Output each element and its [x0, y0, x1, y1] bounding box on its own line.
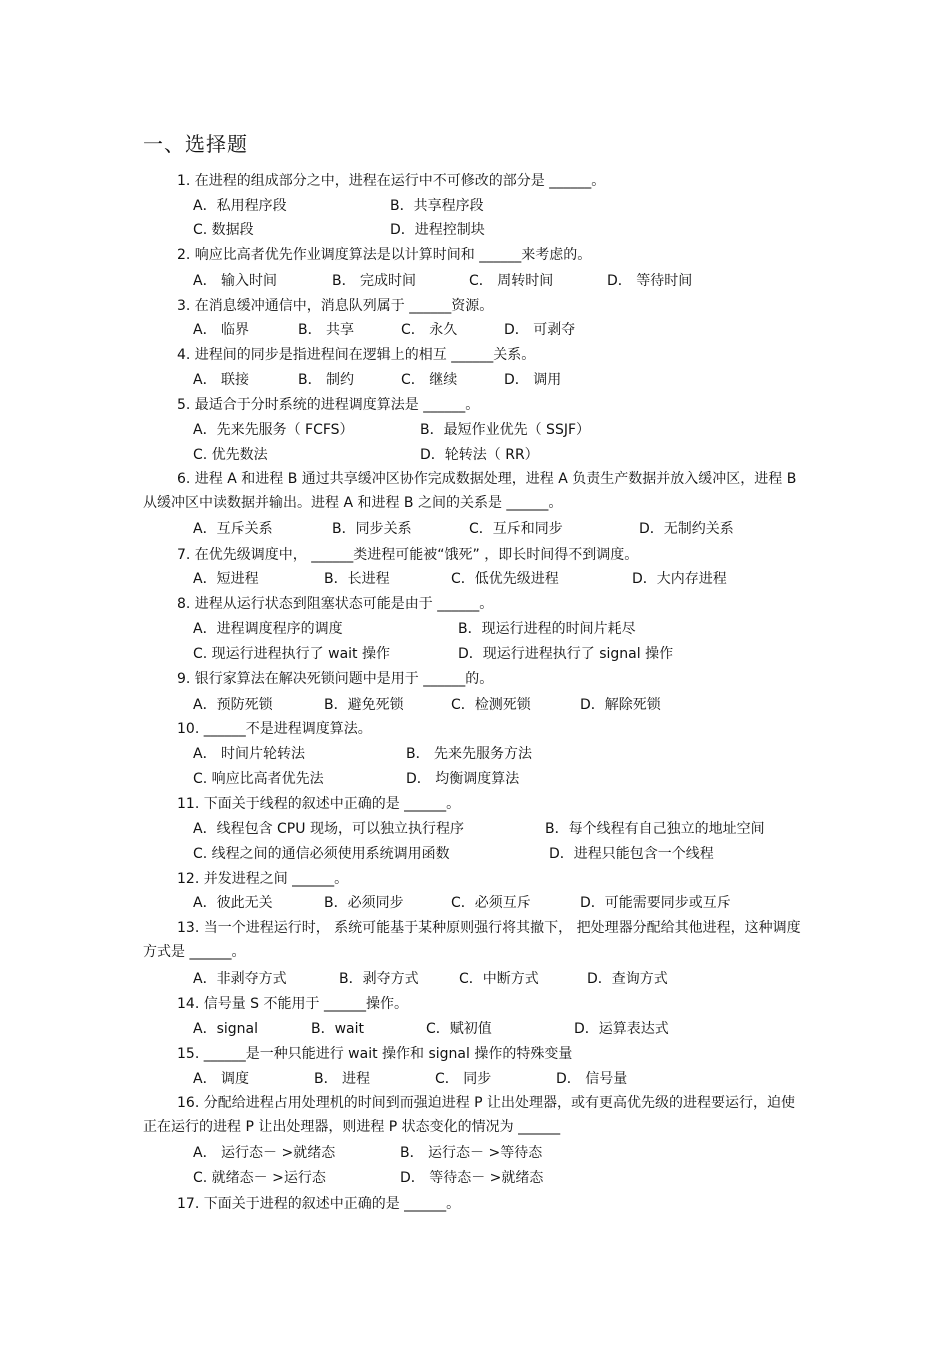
option-b: B．必须同步	[324, 895, 404, 911]
option-a: A．先来先服务（ FCFS）	[193, 422, 354, 438]
option-c: C． 永久	[401, 322, 458, 338]
question-5: 5. 最适合于分时系统的进程调度算法是 ______。	[177, 397, 480, 413]
option-d: D．查询方式	[587, 971, 668, 987]
option-b: B．共享程序段	[390, 198, 484, 214]
option-c: C．必须互斥	[451, 895, 531, 911]
option-c: C． 继续	[401, 372, 458, 388]
option-c: C. 现运行进程执行了 wait 操作	[193, 646, 390, 662]
option-d: D．大内存进程	[632, 571, 727, 587]
question-7: 7. 在优先级调度中， ______类进程可能被“饿死” ，即长时间得不到调度。	[177, 547, 639, 563]
option-b: B．最短作业优先（ SSJF）	[420, 422, 591, 438]
question-10: 10. ______不是进程调度算法。	[177, 721, 372, 737]
question-17: 17. 下面关于进程的叙述中正确的是 ______。	[177, 1196, 461, 1212]
option-c: C. 响应比高者优先法	[193, 771, 324, 787]
question-6: 6. 进程 A 和进程 B 通过共享缓冲区协作完成数据处理，进程 A 负责生产数据并放入缓冲区，进程 B 从缓冲区中读数据并输出。进程 A 和进程 B 之间的关系是 ______。	[143, 471, 797, 511]
option-a: A．彼此无关	[193, 895, 273, 911]
option-a: A． 输入时间	[193, 273, 278, 289]
option-a: A．进程调度程序的调度	[193, 621, 343, 637]
option-d: D．可能需要同步或互斥	[580, 895, 731, 911]
option-d: D．进程只能包含一个线程	[549, 846, 714, 862]
question-3: 3. 在消息缓冲通信中，消息队列属于 ______资源。	[177, 298, 494, 314]
option-d: D．现运行进程执行了 signal 操作	[458, 646, 674, 662]
option-a: A．线程包含 CPU 现场，可以独立执行程序	[193, 821, 464, 837]
option-c: C．中断方式	[459, 971, 539, 987]
option-b: B． 进程	[314, 1071, 371, 1087]
option-c: C. 就绪态－ >运行态	[193, 1170, 326, 1186]
option-d: D． 均衡调度算法	[406, 771, 520, 787]
option-c: C．低优先级进程	[451, 571, 559, 587]
option-a: A．短进程	[193, 571, 259, 587]
option-d: D． 调用	[504, 372, 562, 388]
option-a: A． 联接	[193, 372, 250, 388]
option-b: B． 先来先服务方法	[406, 746, 533, 762]
question-2: 2. 响应比高者优先作业调度算法是以计算时间和 ______来考虑的。	[177, 247, 592, 263]
question-12: 12. 并发进程之间 ______。	[177, 871, 349, 887]
option-b: B． 制约	[298, 372, 355, 388]
option-a: A．互斥关系	[193, 521, 273, 537]
question-8: 8. 进程从运行状态到阻塞状态可能是由于 ______。	[177, 596, 494, 612]
option-c: C． 周转时间	[469, 273, 554, 289]
option-b: B．每个线程有自己独立的地址空间	[545, 821, 765, 837]
option-c: C．检测死锁	[451, 697, 531, 713]
question-15: 15. ______是一种只能进行 wait 操作和 signal 操作的特殊变量	[177, 1046, 573, 1062]
option-d: D． 信号量	[556, 1071, 628, 1087]
option-c: C. 优先数法	[193, 447, 268, 463]
option-c: C．互斥和同步	[469, 521, 563, 537]
question-13: 13. 当一个进程运行时， 系统可能基于某种原则强行将其撤下， 把处理器分配给其他进程，这种调度方式是 ______。	[143, 920, 801, 960]
option-a: A．预防死锁	[193, 697, 273, 713]
option-c: C．赋初值	[426, 1021, 492, 1037]
option-b: B． 运行态－ >等待态	[400, 1145, 543, 1161]
option-d: D．无制约关系	[639, 521, 734, 537]
section-title: 一、选择题	[143, 132, 248, 156]
option-b: B．同步关系	[332, 521, 412, 537]
option-c: C. 数据段	[193, 222, 254, 238]
option-d: D．进程控制块	[390, 222, 485, 238]
option-b: B．wait	[311, 1021, 365, 1037]
question-1: 1. 在进程的组成部分之中，进程在运行中不可修改的部分是 ______。	[177, 173, 606, 189]
option-d: D．轮转法（ RR）	[420, 447, 539, 463]
question-16: 16. 分配给进程占用处理机的时间到而强迫进程 P 让出处理器，或有更高优先级的进程要运行，迫使正在运行的进程 P 让出处理器，则进程 P 状态变化的情况为 ______	[143, 1095, 796, 1135]
option-d: D． 等待态－ >就绪态	[400, 1170, 544, 1186]
question-14: 14. 信号量 S 不能用于 ______操作。	[177, 996, 408, 1012]
option-d: D．解除死锁	[580, 697, 661, 713]
option-a: A．signal	[193, 1021, 258, 1037]
option-b: B． 共享	[298, 322, 355, 338]
question-4: 4. 进程间的同步是指进程间在逻辑上的相互 ______关系。	[177, 347, 536, 363]
option-d: D． 等待时间	[607, 273, 693, 289]
option-c: C. 线程之间的通信必须使用系统调用函数	[193, 846, 450, 862]
option-b: B．剥夺方式	[339, 971, 419, 987]
option-a: A． 运行态－ >就绪态	[193, 1145, 336, 1161]
option-b: B． 完成时间	[332, 273, 417, 289]
option-d: D． 可剥夺	[504, 322, 576, 338]
option-c: C． 同步	[435, 1071, 492, 1087]
option-b: B．现运行进程的时间片耗尽	[458, 621, 636, 637]
option-a: A． 调度	[193, 1071, 250, 1087]
option-b: B．长进程	[324, 571, 390, 587]
option-a: A．私用程序段	[193, 198, 287, 214]
question-9: 9. 银行家算法在解决死锁问题中是用于 ______的。	[177, 671, 494, 687]
option-d: D．运算表达式	[574, 1021, 669, 1037]
option-b: B．避免死锁	[324, 697, 404, 713]
option-a: A． 临界	[193, 322, 250, 338]
question-11: 11. 下面关于线程的叙述中正确的是 ______。	[177, 796, 461, 812]
option-a: A． 时间片轮转法	[193, 746, 306, 762]
option-a: A．非剥夺方式	[193, 971, 287, 987]
